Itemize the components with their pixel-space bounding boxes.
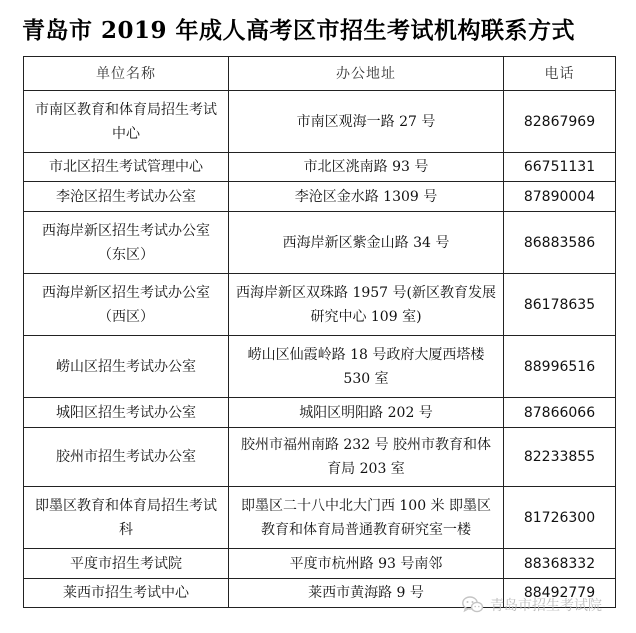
unit-name-cell: 市南区教育和体育局招生考试中心 bbox=[24, 91, 229, 153]
unit-name-cell: 李沧区招生考试办公室 bbox=[24, 182, 229, 212]
unit-name-cell: 市北区招生考试管理中心 bbox=[24, 153, 229, 182]
address-cell: 李沧区金水路 1309 号 bbox=[229, 182, 504, 212]
address-cell: 市南区观海一路 27 号 bbox=[229, 91, 504, 153]
address-cell: 平度市杭州路 93 号南邻 bbox=[229, 549, 504, 579]
phone-cell: 87890004 bbox=[504, 182, 616, 212]
address-cell: 城阳区明阳路 202 号 bbox=[229, 398, 504, 428]
table-row bbox=[24, 336, 616, 398]
table-row bbox=[24, 182, 616, 212]
unit-name-cell: 平度市招生考试院 bbox=[24, 549, 229, 579]
address-cell: 崂山区仙霞岭路 18 号政府大厦西塔楼 530 室 bbox=[229, 336, 504, 398]
phone-cell: 66751131 bbox=[504, 153, 616, 182]
phone-cell: 82867969 bbox=[504, 91, 616, 153]
unit-name-cell: 胶州市招生考试办公室 bbox=[24, 428, 229, 487]
column-header-address: 办公地址 bbox=[229, 57, 504, 91]
table-row bbox=[24, 212, 616, 274]
table-row bbox=[24, 91, 616, 153]
phone-cell: 86178635 bbox=[504, 274, 616, 336]
column-header-phone: 电话 bbox=[504, 57, 616, 91]
address-cell: 西海岸新区双珠路 1957 号(新区教育发展研究中心 109 室) bbox=[229, 274, 504, 336]
address-cell: 胶州市福州南路 232 号 胶州市教育和体育局 203 室 bbox=[229, 428, 504, 487]
phone-cell: 88492779 bbox=[504, 579, 616, 608]
column-header-unit-name: 单位名称 bbox=[24, 57, 229, 91]
phone-cell: 88996516 bbox=[504, 336, 616, 398]
table-row bbox=[24, 549, 616, 579]
table-row bbox=[24, 487, 616, 549]
address-cell: 莱西市黄海路 9 号 bbox=[229, 579, 504, 608]
unit-name-cell: 城阳区招生考试办公室 bbox=[24, 398, 229, 428]
contacts-table bbox=[23, 56, 616, 608]
unit-name-cell: 西海岸新区招生考试办公室（西区） bbox=[24, 274, 229, 336]
phone-cell: 88368332 bbox=[504, 549, 616, 579]
address-cell: 市北区洮南路 93 号 bbox=[229, 153, 504, 182]
table-row bbox=[24, 579, 616, 608]
phone-cell: 81726300 bbox=[504, 487, 616, 549]
table-header-row bbox=[24, 57, 616, 91]
address-cell: 即墨区二十八中北大门西 100 米 即墨区教育和体育局普通教育研究室一楼 bbox=[229, 487, 504, 549]
table-row bbox=[24, 398, 616, 428]
table-row bbox=[24, 274, 616, 336]
phone-cell: 82233855 bbox=[504, 428, 616, 487]
watermark-text: 青岛市招生考试院 bbox=[490, 598, 602, 614]
page-title: 青岛市 2019 年成人高考区市招生考试机构联系方式 bbox=[22, 17, 576, 44]
unit-name-cell: 西海岸新区招生考试办公室（东区） bbox=[24, 212, 229, 274]
phone-cell: 87866066 bbox=[504, 398, 616, 428]
unit-name-cell: 莱西市招生考试中心 bbox=[24, 579, 229, 608]
address-cell: 西海岸新区紫金山路 34 号 bbox=[229, 212, 504, 274]
phone-cell: 86883586 bbox=[504, 212, 616, 274]
table-row bbox=[24, 428, 616, 487]
unit-name-cell: 崂山区招生考试办公室 bbox=[24, 336, 229, 398]
table-row bbox=[24, 153, 616, 182]
unit-name-cell: 即墨区教育和体育局招生考试科 bbox=[24, 487, 229, 549]
